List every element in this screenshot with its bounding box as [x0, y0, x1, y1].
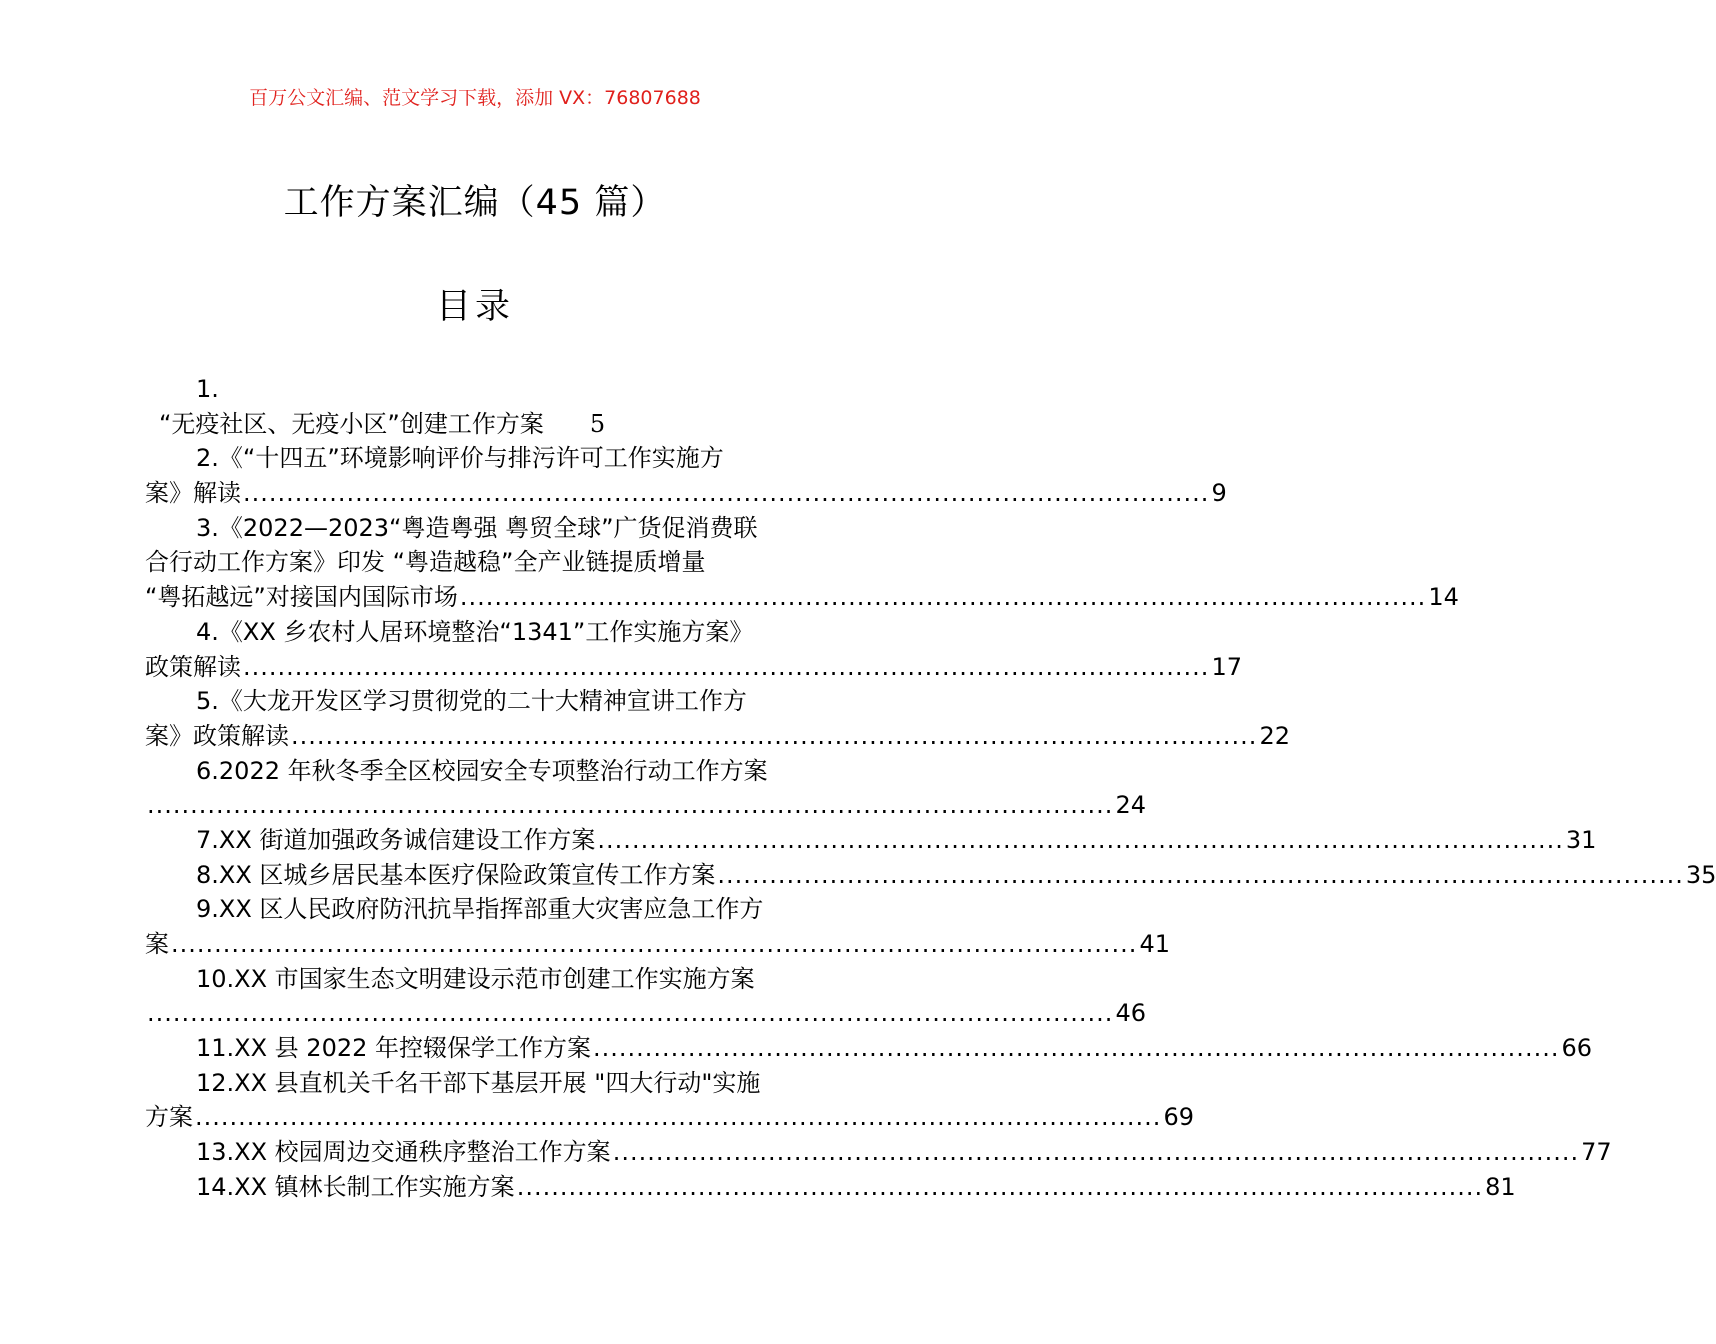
toc-entry [145, 892, 1170, 961]
document-title: 工作方案汇编（45 篇） [283, 183, 667, 223]
toc-entry-line: 4.《XX 乡农村人居环境整治“1341”工作实施方案》 [196, 617, 754, 646]
toc-heading: 目录 [435, 287, 514, 327]
dot-leader: ................................................................................................................ [593, 1034, 1560, 1063]
toc-entry [145, 372, 805, 441]
toc-entry [145, 441, 1227, 510]
dot-leader: ................................................................................................................ [243, 652, 1210, 681]
toc-entry-line: 12.XX 县直机关千名干部下基层开展 "四大行动"实施 [196, 1068, 761, 1097]
toc-entry-line: 合行动工作方案》印发 “粤造越稳”全产业链提质增量 [145, 548, 706, 577]
toc-entry-line: 9.XX 区人民政府防汛抗旱指挥部重大灾害应急工作方 [196, 895, 764, 924]
toc-page-number: 77 [1581, 1138, 1612, 1167]
dot-leader: ................................................................................................................ [516, 1172, 1484, 1201]
toc-entry-line [145, 996, 1146, 1031]
toc-entry-title: 案 [145, 930, 169, 958]
toc-entry-title: 案》政策解读 [145, 721, 289, 750]
toc-entry-line [145, 407, 805, 442]
dot-leader: ................................................................................................................ [291, 721, 1258, 750]
toc-entry-line: 6.2022 年秋冬季全区校园安全专项整治行动工作方案 [196, 756, 768, 785]
dot-leader: ................................................................................................................ [459, 583, 1427, 612]
toc-entry [145, 754, 1146, 823]
toc-entry-line: 1. [196, 375, 219, 403]
toc-entry [145, 511, 1459, 615]
toc-entry-line [145, 580, 1459, 615]
toc-entry-title: 13.XX 校园周边交通秩序整治工作方案 [196, 1138, 611, 1167]
toc-entry [145, 1170, 1516, 1205]
toc-entry-title: 8.XX 区城乡居民基本医疗保险政策宣传工作方案 [196, 860, 716, 889]
toc-entry [145, 1066, 1194, 1135]
dot-leader: ................................................................................................................ [612, 1138, 1580, 1167]
toc-entry-title: 政策解读 [145, 652, 241, 681]
toc-entry-line: 10.XX 市国家生态文明建设示范市创建工作实施方案 [196, 964, 755, 993]
toc-entry-line [145, 1100, 1194, 1135]
toc-entry [145, 615, 1242, 684]
dot-leader: ................................................................................................................ [597, 825, 1564, 854]
toc-entry [145, 962, 1146, 1031]
toc-page-number: 81 [1485, 1172, 1516, 1201]
toc-entry-line [145, 927, 1170, 962]
toc-entry-line [145, 476, 1227, 511]
toc-page-number: 66 [1561, 1034, 1592, 1063]
dot-leader: ................................................................................................................ [171, 930, 1138, 958]
toc-entry-line: 5.《大龙开发区学习贯彻党的二十大精神宣讲工作方 [196, 687, 747, 716]
toc-entry-title: 案》解读 [145, 479, 241, 508]
toc-page-number: 69 [1163, 1103, 1194, 1132]
dot-leader: ................................................................................................................ [243, 479, 1210, 508]
toc-entry [145, 684, 1290, 753]
toc-entry-line [145, 858, 1716, 893]
table-of-contents [145, 372, 1716, 1205]
toc-entry-title: “无疫社区、无疫小区”创建工作方案 [159, 409, 544, 438]
toc-entry-line [145, 1031, 1592, 1066]
toc-entry-line: 2.《“十四五”环境影响评价与排污许可工作实施方 [196, 444, 724, 473]
toc-page-number: 5 [589, 409, 606, 438]
toc-entry-title: 7.XX 街道加强政务诚信建设工作方案 [196, 825, 596, 854]
toc-entry-line [145, 788, 1146, 823]
dot-leader: ................................................................................................................ [717, 860, 1684, 889]
toc-entry-line: 3.《2022—2023“粤造粤强 粤贸全球”广货促消费联 [196, 513, 758, 542]
toc-entry-title: 11.XX 县 2022 年控辍保学工作方案 [196, 1034, 592, 1063]
dot-leader: ................................................................................................................ [147, 999, 1114, 1028]
toc-entry-line [145, 719, 1290, 754]
toc-page-number: 35 [1685, 860, 1716, 889]
toc-entry [145, 858, 1716, 893]
toc-entry [145, 823, 1597, 858]
toc-entry [145, 1135, 1612, 1170]
toc-page-number: 14 [1428, 583, 1459, 612]
toc-entry-line [145, 1170, 1516, 1205]
toc-page-number: 22 [1259, 721, 1290, 750]
dot-leader: ................................................................................................................ [195, 1103, 1162, 1132]
toc-page-number: 17 [1211, 652, 1242, 681]
toc-page-number: 46 [1115, 999, 1146, 1028]
toc-entry-line [145, 1135, 1612, 1170]
toc-entry-title: 14.XX 镇林长制工作实施方案 [196, 1172, 515, 1201]
promo-banner: 百万公文汇编、范文学习下载，添加 VX：76807688 [249, 87, 701, 109]
toc-page-number: 9 [1211, 479, 1227, 508]
toc-entry [145, 1031, 1592, 1066]
toc-page-number: 41 [1139, 930, 1170, 958]
toc-entry-title: 方案 [145, 1103, 193, 1132]
toc-entry-line [145, 650, 1242, 685]
toc-page-number: 31 [1565, 825, 1597, 854]
toc-page-number: 24 [1115, 791, 1146, 820]
dot-leader: ................................................................................................................ [147, 791, 1114, 820]
toc-entry-line [145, 823, 1597, 858]
toc-entry-title: “粤拓越远”对接国内国际市场 [145, 583, 458, 612]
